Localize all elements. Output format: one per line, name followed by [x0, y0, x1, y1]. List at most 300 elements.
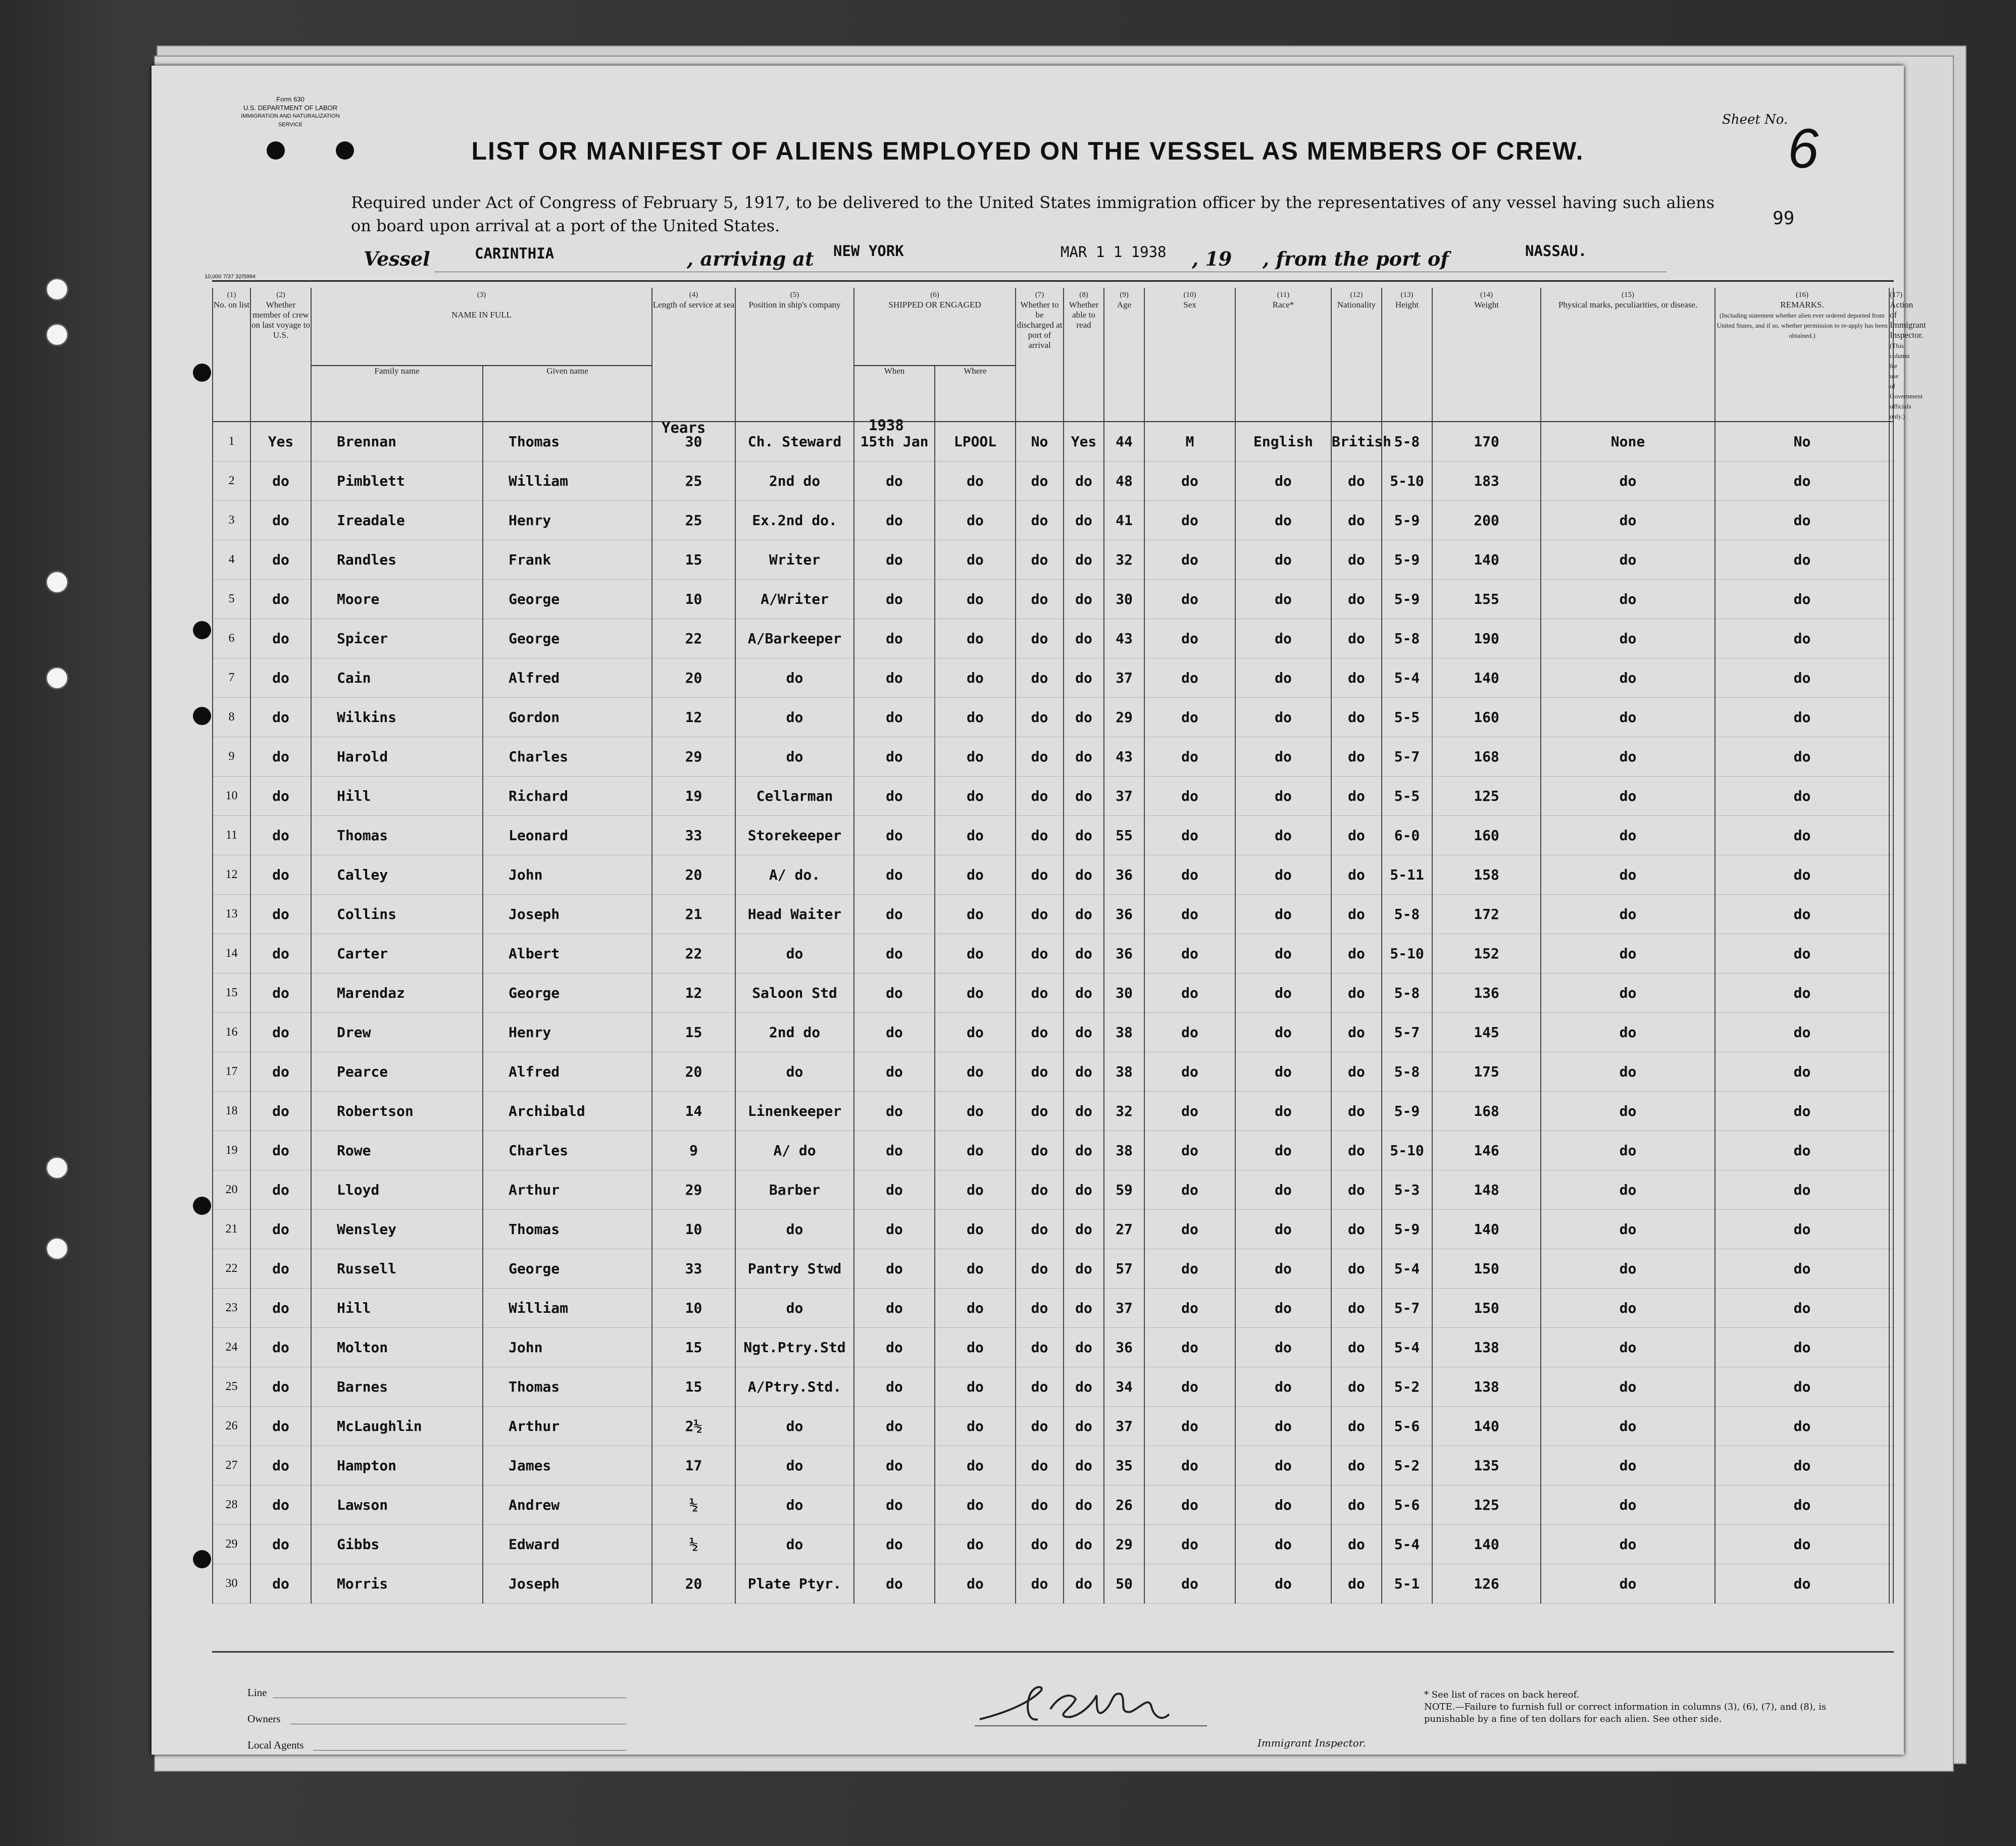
- length-of-service-cell: 10: [652, 1289, 735, 1328]
- nationality-cell: do: [1331, 619, 1382, 658]
- remarks-cell: No: [1715, 422, 1889, 462]
- remarks-cell: do: [1715, 1485, 1889, 1525]
- inspector-action-cell: [1889, 1289, 1893, 1328]
- weight-cell: 140: [1432, 1407, 1541, 1446]
- shipped-when-cell: do: [854, 580, 935, 619]
- prev-voyage-cell: do: [250, 1367, 311, 1407]
- row-number-cell: 19: [213, 1131, 250, 1170]
- weight-cell: 168: [1432, 1092, 1541, 1131]
- table-row: [213, 1249, 1893, 1289]
- height-cell: 6-0: [1382, 816, 1432, 855]
- physical-marks-cell: None: [1541, 422, 1715, 462]
- remarks-cell: do: [1715, 580, 1889, 619]
- crew-rows: [213, 422, 1893, 1604]
- height-cell: 5-11: [1382, 855, 1432, 895]
- weight-cell: 140: [1432, 1525, 1541, 1564]
- page-title: LIST OR MANIFEST OF ALIENS EMPLOYED ON THE VESSEL AS MEMBERS OF CREW.: [471, 137, 1584, 165]
- height-cell: 5-10: [1382, 934, 1432, 973]
- shipped-when-cell: do: [854, 1013, 935, 1052]
- sex-cell: do: [1144, 777, 1235, 816]
- col-label: Whether member of crew on last voyage to U.S.: [251, 300, 310, 340]
- col-num: (13): [1400, 291, 1414, 299]
- sex-cell: do: [1144, 1525, 1235, 1564]
- physical-marks-cell: do: [1541, 501, 1715, 540]
- length-of-service-cell: 10: [652, 580, 735, 619]
- race-cell: do: [1235, 895, 1331, 934]
- length-of-service-cell: 12: [652, 973, 735, 1013]
- position-cell: do: [735, 1407, 854, 1446]
- table-row: [213, 1131, 1893, 1170]
- given-name-cell: Arthur: [483, 1170, 652, 1210]
- able-to-read-cell: do: [1064, 737, 1104, 777]
- row-number-cell: 20: [213, 1170, 250, 1210]
- sex-cell: do: [1144, 816, 1235, 855]
- length-of-service-cell: 29: [652, 737, 735, 777]
- table-row: [213, 1328, 1893, 1367]
- row-number-cell: 18: [213, 1092, 250, 1131]
- sex-cell: do: [1144, 619, 1235, 658]
- family-name-cell: Lloyd: [311, 1170, 483, 1210]
- race-cell: do: [1235, 1170, 1331, 1210]
- prev-voyage-cell: Yes: [250, 422, 311, 462]
- physical-marks-cell: do: [1541, 698, 1715, 737]
- shipped-when-cell: do: [854, 777, 935, 816]
- family-name-cell: Marendaz: [311, 973, 483, 1013]
- col-header-remarks: [1715, 288, 1889, 422]
- inspector-action-cell: [1889, 895, 1893, 934]
- inspector-action-cell: [1889, 501, 1893, 540]
- discharged-cell: do: [1016, 580, 1064, 619]
- height-cell: 5-8: [1382, 619, 1432, 658]
- column-header-row: [213, 288, 1893, 366]
- punch-hole: [193, 364, 211, 382]
- inspector-action-cell: [1889, 540, 1893, 580]
- discharged-cell: do: [1016, 501, 1064, 540]
- owners-label: Owners: [247, 1713, 281, 1725]
- race-cell: do: [1235, 462, 1331, 501]
- race-cell: do: [1235, 1289, 1331, 1328]
- able-to-read-cell: do: [1064, 1525, 1104, 1564]
- position-cell: Pantry Stwd: [735, 1249, 854, 1289]
- remarks-cell: do: [1715, 619, 1889, 658]
- length-of-service-cell: 20: [652, 855, 735, 895]
- col-sub-family: Family name: [311, 366, 483, 422]
- length-of-service-cell: 20: [652, 1052, 735, 1092]
- weight-cell: 172: [1432, 895, 1541, 934]
- height-cell: 5-9: [1382, 501, 1432, 540]
- physical-marks-cell: do: [1541, 895, 1715, 934]
- punch-hole: [193, 1550, 211, 1568]
- race-cell: do: [1235, 619, 1331, 658]
- row-number-cell: 27: [213, 1446, 250, 1485]
- shipped-where-cell: do: [935, 1289, 1016, 1328]
- discharged-cell: do: [1016, 1367, 1064, 1407]
- sex-cell: do: [1144, 1013, 1235, 1052]
- nationality-cell: British: [1331, 422, 1382, 462]
- shipped-where-cell: do: [935, 777, 1016, 816]
- family-name-cell: Carter: [311, 934, 483, 973]
- race-cell: do: [1235, 973, 1331, 1013]
- able-to-read-cell: do: [1064, 1170, 1104, 1210]
- family-name-cell: Wilkins: [311, 698, 483, 737]
- nationality-cell: do: [1331, 855, 1382, 895]
- remarks-cell: do: [1715, 1328, 1889, 1367]
- physical-marks-cell: do: [1541, 619, 1715, 658]
- sex-cell: do: [1144, 1052, 1235, 1092]
- sex-cell: do: [1144, 973, 1235, 1013]
- punch-hole: [193, 1197, 211, 1215]
- position-cell: do: [735, 658, 854, 698]
- col-header-nationality: [1331, 288, 1382, 422]
- height-cell: 5-6: [1382, 1485, 1432, 1525]
- shipped-where-cell: do: [935, 1249, 1016, 1289]
- shipped-where-cell: do: [935, 1210, 1016, 1249]
- shipped-where-cell: do: [935, 895, 1016, 934]
- age-cell: 36: [1104, 934, 1144, 973]
- family-name-cell: Ireadale: [311, 501, 483, 540]
- remarks-cell: do: [1715, 816, 1889, 855]
- inspector-action-cell: [1889, 737, 1893, 777]
- physical-marks-cell: do: [1541, 1131, 1715, 1170]
- col-header-read: [1064, 288, 1104, 422]
- nationality-cell: do: [1331, 540, 1382, 580]
- age-cell: 38: [1104, 1013, 1144, 1052]
- weight-cell: 136: [1432, 973, 1541, 1013]
- weight-cell: 140: [1432, 1210, 1541, 1249]
- row-number-cell: 5: [213, 580, 250, 619]
- weight-cell: 150: [1432, 1249, 1541, 1289]
- remarks-cell: do: [1715, 462, 1889, 501]
- weight-cell: 145: [1432, 1013, 1541, 1052]
- binder-ring: [45, 666, 69, 690]
- shipped-where-cell: do: [935, 934, 1016, 973]
- row-number-cell: 29: [213, 1525, 250, 1564]
- family-name-cell: Thomas: [311, 816, 483, 855]
- shipped-where-cell: do: [935, 855, 1016, 895]
- remarks-cell: do: [1715, 1249, 1889, 1289]
- weight-cell: 183: [1432, 462, 1541, 501]
- table-row: [213, 1289, 1893, 1328]
- sex-cell: do: [1144, 501, 1235, 540]
- family-name-cell: Rowe: [311, 1131, 483, 1170]
- length-of-service-cell: 21: [652, 895, 735, 934]
- weight-cell: 170: [1432, 422, 1541, 462]
- given-name-cell: Archibald: [483, 1092, 652, 1131]
- height-cell: 5-4: [1382, 1328, 1432, 1367]
- length-of-service-cell: 33: [652, 816, 735, 855]
- position-cell: Barber: [735, 1170, 854, 1210]
- family-name-cell: Randles: [311, 540, 483, 580]
- weight-cell: 140: [1432, 540, 1541, 580]
- shipped-where-cell: do: [935, 462, 1016, 501]
- col-label: Position in ship's company: [748, 300, 841, 310]
- age-cell: 36: [1104, 1328, 1144, 1367]
- shipped-where-cell: do: [935, 658, 1016, 698]
- position-cell: do: [735, 1446, 854, 1485]
- row-number-cell: 1: [213, 422, 250, 462]
- shipped-when-cell: do: [854, 698, 935, 737]
- sex-cell: do: [1144, 1407, 1235, 1446]
- length-of-service-cell: 15: [652, 540, 735, 580]
- nationality-cell: do: [1331, 1289, 1382, 1328]
- prev-voyage-cell: do: [250, 540, 311, 580]
- given-name-cell: William: [483, 1289, 652, 1328]
- prev-voyage-cell: do: [250, 1289, 311, 1328]
- col-label: Weight: [1474, 300, 1499, 310]
- shipped-when-cell: do: [854, 1367, 935, 1407]
- able-to-read-cell: do: [1064, 1446, 1104, 1485]
- prev-voyage-cell: do: [250, 1052, 311, 1092]
- shipped-where-cell: do: [935, 1131, 1016, 1170]
- prev-voyage-cell: do: [250, 895, 311, 934]
- sex-cell: do: [1144, 1092, 1235, 1131]
- col-num: (15): [1622, 291, 1635, 299]
- shipped-where-cell: do: [935, 1170, 1016, 1210]
- remarks-cell: do: [1715, 1170, 1889, 1210]
- remarks-cell: do: [1715, 698, 1889, 737]
- shipped-where-cell: do: [935, 619, 1016, 658]
- col-label: REMARKS.: [1780, 300, 1824, 310]
- sex-cell: do: [1144, 1328, 1235, 1367]
- inspector-action-cell: [1889, 1131, 1893, 1170]
- weight-cell: 148: [1432, 1170, 1541, 1210]
- prev-voyage-cell: do: [250, 855, 311, 895]
- given-name-cell: Thomas: [483, 1210, 652, 1249]
- family-name-cell: Pimblett: [311, 462, 483, 501]
- prev-voyage-cell: do: [250, 1564, 311, 1604]
- family-name-cell: Moore: [311, 580, 483, 619]
- inspector-action-cell: [1889, 816, 1893, 855]
- line-label: Line: [247, 1686, 267, 1699]
- weight-cell: 168: [1432, 737, 1541, 777]
- discharged-cell: do: [1016, 698, 1064, 737]
- remarks-cell: do: [1715, 501, 1889, 540]
- race-cell: do: [1235, 1013, 1331, 1052]
- prev-voyage-cell: do: [250, 619, 311, 658]
- table-row: [213, 1525, 1893, 1564]
- prev-voyage-cell: do: [250, 737, 311, 777]
- length-of-service-cell: ½: [652, 1525, 735, 1564]
- position-cell: do: [735, 737, 854, 777]
- col-header-sex: [1144, 288, 1235, 422]
- able-to-read-cell: do: [1064, 1092, 1104, 1131]
- col-label: No. on list: [213, 300, 250, 310]
- shipped-where-cell: do: [935, 1092, 1016, 1131]
- nationality-cell: do: [1331, 501, 1382, 540]
- physical-marks-cell: do: [1541, 462, 1715, 501]
- family-name-cell: Barnes: [311, 1367, 483, 1407]
- col-sub-where: Where: [935, 366, 1016, 422]
- discharged-cell: do: [1016, 1092, 1064, 1131]
- nationality-cell: do: [1331, 1564, 1382, 1604]
- able-to-read-cell: do: [1064, 462, 1104, 501]
- length-of-service-cell: 12: [652, 698, 735, 737]
- able-to-read-cell: do: [1064, 698, 1104, 737]
- table-row: [213, 737, 1893, 777]
- inspector-action-cell: [1889, 698, 1893, 737]
- shipped-when-cell: do: [854, 816, 935, 855]
- shipped-when-cell: do: [854, 973, 935, 1013]
- shipped-when-cell: do: [854, 1249, 935, 1289]
- shipped-when-cell: do: [854, 1052, 935, 1092]
- race-cell: do: [1235, 855, 1331, 895]
- inspector-action-cell: [1889, 1564, 1893, 1604]
- height-cell: 5-4: [1382, 658, 1432, 698]
- col-num: (14): [1480, 291, 1493, 299]
- footer-rule: [212, 1651, 1894, 1653]
- family-name-cell: Cain: [311, 658, 483, 698]
- length-of-service-cell: 20: [652, 1564, 735, 1604]
- sex-cell: do: [1144, 1210, 1235, 1249]
- discharged-cell: do: [1016, 1485, 1064, 1525]
- shipped-when-cell: do: [854, 895, 935, 934]
- col-header-marks: [1541, 288, 1715, 422]
- height-cell: 5-2: [1382, 1446, 1432, 1485]
- height-cell: 5-8: [1382, 895, 1432, 934]
- given-name-cell: Frank: [483, 540, 652, 580]
- given-name-cell: Alfred: [483, 1052, 652, 1092]
- agents-label: Local Agents: [247, 1739, 304, 1751]
- sex-cell: do: [1144, 540, 1235, 580]
- col-num: (16): [1796, 291, 1809, 299]
- binder-ring: [45, 323, 69, 346]
- col-num: (7): [1035, 291, 1044, 299]
- length-of-service-cell: 15: [652, 1328, 735, 1367]
- family-name-cell: Hampton: [311, 1446, 483, 1485]
- height-cell: 5-7: [1382, 1013, 1432, 1052]
- col-num: (9): [1120, 291, 1129, 299]
- remarks-cell: do: [1715, 855, 1889, 895]
- shipped-when-cell: do: [854, 855, 935, 895]
- col-num: (6): [930, 291, 939, 299]
- position-cell: 2nd do: [735, 1013, 854, 1052]
- shipped-when-cell: do: [854, 1485, 935, 1525]
- penalty-note: NOTE.—Failure to furnish full or correct information in columns (3), (6), (7), and (8), is punishable by a fine of ten dollars for each alien. See other side.: [1424, 1702, 1827, 1724]
- nationality-cell: do: [1331, 1249, 1382, 1289]
- discharged-cell: do: [1016, 1210, 1064, 1249]
- height-cell: 5-9: [1382, 1092, 1432, 1131]
- age-cell: 32: [1104, 540, 1144, 580]
- able-to-read-cell: do: [1064, 580, 1104, 619]
- age-cell: 59: [1104, 1170, 1144, 1210]
- shipped-where-cell: do: [935, 1407, 1016, 1446]
- row-number-cell: 8: [213, 698, 250, 737]
- length-of-service-cell: ½: [652, 1485, 735, 1525]
- position-cell: Ch. Steward: [735, 422, 854, 462]
- position-cell: A/Ptry.Std.: [735, 1367, 854, 1407]
- shipped-where-cell: LPOOL: [935, 422, 1016, 462]
- length-of-service-cell: 10: [652, 1210, 735, 1249]
- race-cell: do: [1235, 580, 1331, 619]
- able-to-read-cell: do: [1064, 619, 1104, 658]
- race-cell: do: [1235, 1092, 1331, 1131]
- header-rule: [212, 280, 1894, 282]
- position-cell: Cellarman: [735, 777, 854, 816]
- height-cell: 5-6: [1382, 1407, 1432, 1446]
- position-cell: do: [735, 698, 854, 737]
- table-row: [213, 1564, 1893, 1604]
- age-cell: 44: [1104, 422, 1144, 462]
- age-cell: 30: [1104, 580, 1144, 619]
- position-cell: do: [735, 1052, 854, 1092]
- given-name-cell: Alfred: [483, 658, 652, 698]
- length-of-service-cell: 20: [652, 658, 735, 698]
- col-num: (8): [1079, 291, 1088, 299]
- col-label: Action of Immigrant Inspector.: [1890, 300, 1926, 340]
- age-cell: 26: [1104, 1485, 1144, 1525]
- departure-port: NASSAU.: [1525, 242, 1587, 260]
- shipped-when-cell: do: [854, 1446, 935, 1485]
- physical-marks-cell: do: [1541, 658, 1715, 698]
- discharged-cell: do: [1016, 1328, 1064, 1367]
- height-cell: 5-3: [1382, 1170, 1432, 1210]
- race-cell: do: [1235, 1210, 1331, 1249]
- nationality-cell: do: [1331, 1052, 1382, 1092]
- nationality-cell: do: [1331, 580, 1382, 619]
- nationality-cell: do: [1331, 973, 1382, 1013]
- age-cell: 38: [1104, 1052, 1144, 1092]
- position-cell: do: [735, 1210, 854, 1249]
- age-cell: 27: [1104, 1210, 1144, 1249]
- able-to-read-cell: do: [1064, 973, 1104, 1013]
- row-number-cell: 4: [213, 540, 250, 580]
- able-to-read-cell: do: [1064, 1013, 1104, 1052]
- race-cell: do: [1235, 777, 1331, 816]
- race-cell: do: [1235, 1367, 1331, 1407]
- shipped-when-cell: do: [854, 462, 935, 501]
- length-of-service-cell: 33: [652, 1249, 735, 1289]
- given-name-cell: Charles: [483, 1131, 652, 1170]
- col-label: Nationality: [1337, 300, 1376, 310]
- given-name-cell: Richard: [483, 777, 652, 816]
- length-of-service-cell: 15: [652, 1013, 735, 1052]
- col-num: (1): [227, 291, 236, 299]
- col-label: Whether to be discharged at port of arrival: [1017, 300, 1063, 350]
- row-number-cell: 2: [213, 462, 250, 501]
- given-name-cell: Leonard: [483, 816, 652, 855]
- nationality-cell: do: [1331, 1446, 1382, 1485]
- length-of-service-cell: 25: [652, 501, 735, 540]
- nationality-cell: do: [1331, 1328, 1382, 1367]
- col-label: Height: [1395, 300, 1419, 310]
- col-sub-when: When: [854, 366, 935, 422]
- prev-voyage-cell: do: [250, 973, 311, 1013]
- inspector-label: Immigrant Inspector.: [1257, 1737, 1366, 1749]
- shipped-where-cell: do: [935, 816, 1016, 855]
- age-cell: 36: [1104, 855, 1144, 895]
- table-row: [213, 540, 1893, 580]
- race-cell: do: [1235, 1407, 1331, 1446]
- prev-voyage-cell: do: [250, 816, 311, 855]
- inspector-action-cell: [1889, 1170, 1893, 1210]
- inspector-action-cell: [1889, 1525, 1893, 1564]
- age-cell: 55: [1104, 816, 1144, 855]
- able-to-read-cell: do: [1064, 777, 1104, 816]
- row-number-cell: 28: [213, 1485, 250, 1525]
- nationality-cell: do: [1331, 1485, 1382, 1525]
- print-code: 10,000 7/37 32/5994: [205, 274, 256, 280]
- nationality-cell: do: [1331, 1170, 1382, 1210]
- inspector-signature: [970, 1671, 1273, 1737]
- table-row: [213, 1485, 1893, 1525]
- position-cell: A/ do: [735, 1131, 854, 1170]
- table-row: [213, 934, 1893, 973]
- family-name-cell: Calley: [311, 855, 483, 895]
- physical-marks-cell: do: [1541, 1328, 1715, 1367]
- length-of-service-cell: 9: [652, 1131, 735, 1170]
- shipped-where-cell: do: [935, 1564, 1016, 1604]
- length-of-service-cell: 17: [652, 1446, 735, 1485]
